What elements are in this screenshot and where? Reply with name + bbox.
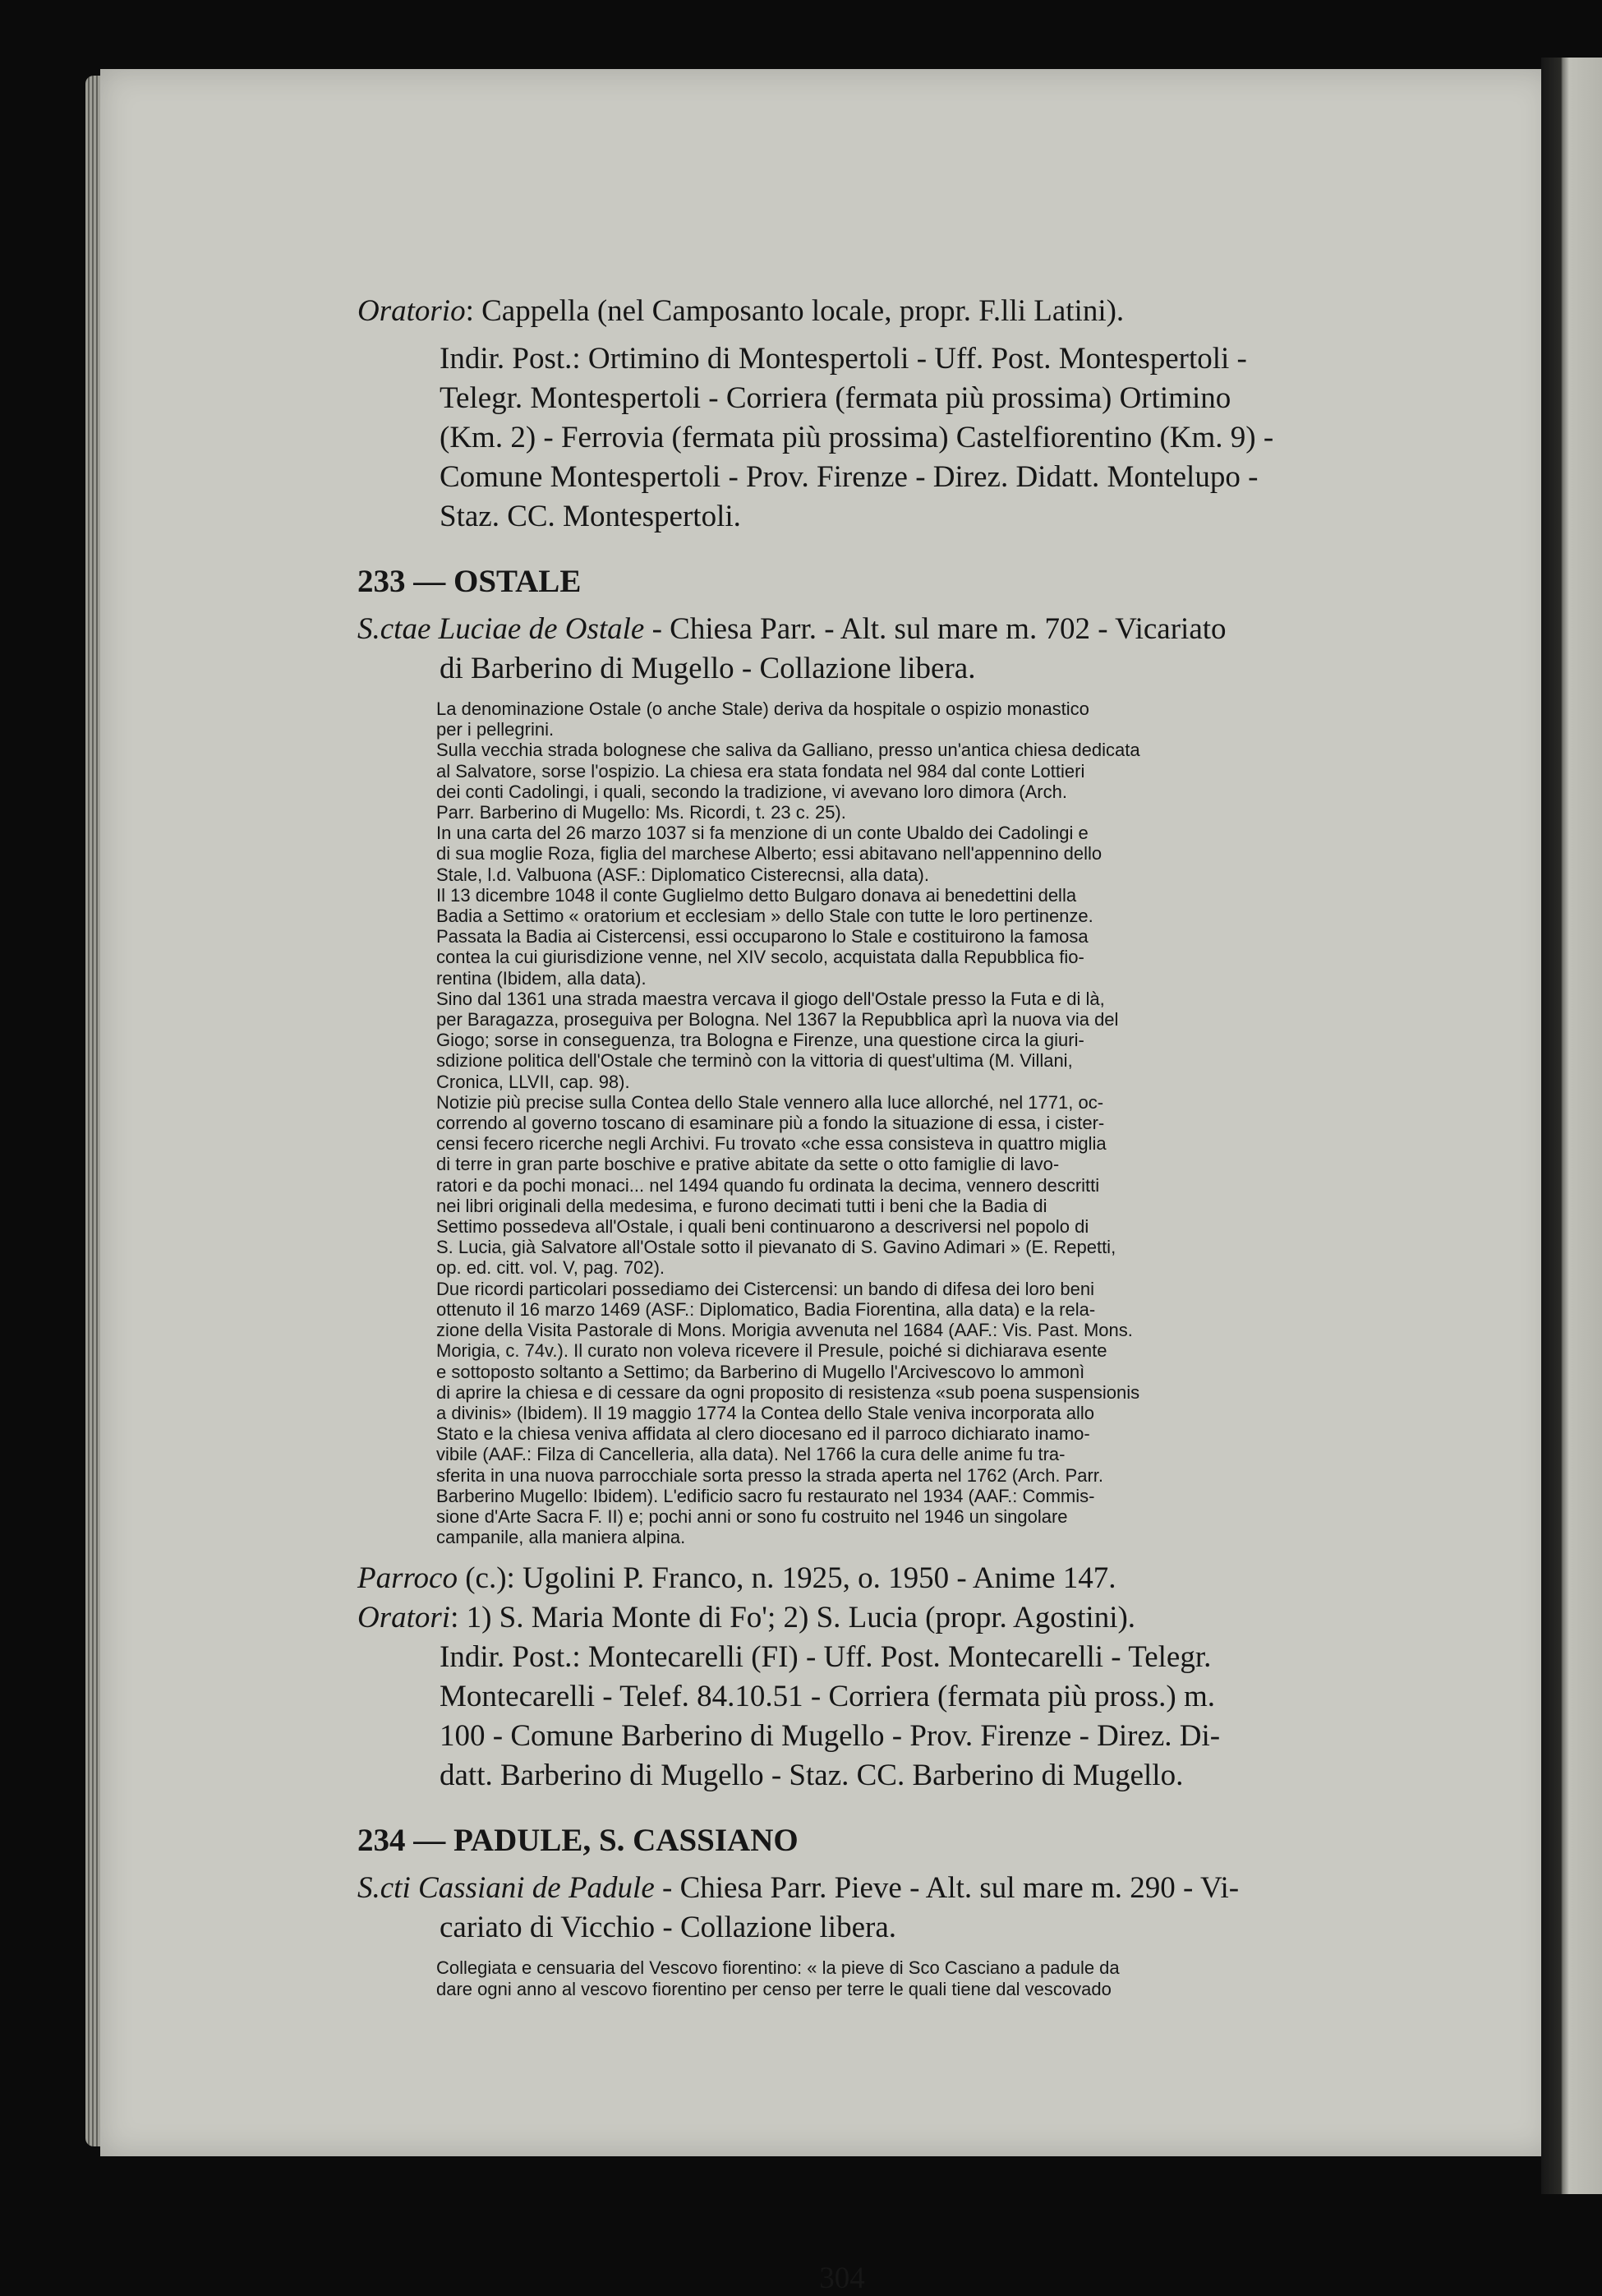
note-line: Due ricordi particolari possediamo dei Cistercensi: un bando di difesa dei loro beni xyxy=(436,1278,1094,1299)
note-line: a divinis» (Ibidem). Il 19 maggio 1774 la Contea dello Stale veniva incorporata allo xyxy=(436,1402,1095,1423)
prev-address-block xyxy=(357,339,1327,537)
note-line: sdizione politica dell'Ostale che terminò con la vittoria di quest'ultima (M. Villani, xyxy=(436,1050,1073,1072)
note-line: Settimo possedeva all'Ostale, i quali beni continuarono a descriversi nel popolo di xyxy=(436,1216,1089,1238)
note-line: Morigia, c. 74v.). Il curato non voleva ricevere il Presule, poiché si dichiarava esente xyxy=(436,1340,1107,1362)
note-line: Sulla vecchia strada bolognese che saliva da Galliano, presso un'antica chiesa dedicata xyxy=(436,740,1140,761)
address-line: Comune Montespertoli - Prov. Firenze - Direz. Didatt. Montelupo - xyxy=(440,460,1259,494)
oratori-text: : 1) S. Maria Monte di Fo'; 2) S. Lucia (propr. Agostini). xyxy=(450,1601,1136,1635)
note-line: Parr. Barberino di Mugello: Ms. Ricordi, t. 23 c. 25). xyxy=(436,802,846,823)
address-line: Telegr. Montespertoli - Corriera (fermata più prossima) Ortimino xyxy=(440,381,1231,415)
note-line: dare ogni anno al vescovo fiorentino per censo per terre le quali tiene dal vescovado xyxy=(436,1978,1112,1999)
note-line: Collegiata e censuaria del Vescovo fiorentino: « la pieve di Sco Casciano a padule da xyxy=(436,1957,1120,1979)
note-line: S. Lucia, già Salvatore all'Ostale sotto il pievanato di S. Gavino Adimari » (E. Repetti, xyxy=(436,1237,1116,1258)
note-line: op. ed. citt. vol. V, pag. 702). xyxy=(436,1257,665,1279)
page-number: 304 xyxy=(819,2261,865,2295)
church-text: - Chiesa Parr. - Alt. sul mare m. 702 - Vicariato xyxy=(644,612,1227,646)
note-line: Stato e la chiesa veniva affidata al clero diocesano ed il parroco dichiarato inamo- xyxy=(436,1423,1090,1445)
note-line: censi fecero ricerche negli Archivi. Fu trovato «che essa consisteva in quattro miglia xyxy=(436,1133,1107,1155)
entry-233-address-block xyxy=(357,1638,1327,1796)
note-line: Passata la Badia ai Cistercensi, essi occuparono lo Stale e costituirono la famosa xyxy=(436,926,1089,947)
note-line: ottenuto il 16 marzo 1469 (ASF.: Diplomatico, Badia Fiorentina, alla data) e la rela- xyxy=(436,1298,1096,1320)
church-label: S.cti Cassiani de Padule xyxy=(357,1871,655,1906)
church-line-2: cariato di Vicchio - Collazione libera. xyxy=(440,1911,896,1945)
church-line-2: di Barberino di Mugello - Collazione libera. xyxy=(440,652,976,685)
oratorio-line xyxy=(357,292,1327,331)
parroco-line xyxy=(357,1559,1327,1598)
address-line: Montecarelli - Telef. 84.10.51 - Corriera (fermata più pross.) m. xyxy=(440,1680,1216,1714)
note-line: La denominazione Ostale (o anche Stale) deriva da hospitale o ospizio monastico xyxy=(436,698,1089,719)
address-line: datt. Barberino di Mugello - Staz. CC. Barberino di Mugello. xyxy=(440,1759,1184,1793)
oratori-label: Oratori xyxy=(357,1601,451,1635)
oratorio-label: Oratorio xyxy=(357,294,466,328)
oratori-line xyxy=(357,1598,1327,1638)
address-line: 100 - Comune Barberino di Mugello - Prov. Firenze - Direz. Di- xyxy=(440,1719,1221,1754)
note-line: Sino dal 1361 una strada maestra vercava il giogo dell'Ostale presso la Futa e di là, xyxy=(436,988,1105,1009)
parroco-text: (c.): Ugolini P. Franco, n. 1925, o. 1950 - Anime 147. xyxy=(457,1561,1116,1596)
note-line: per Baragazza, proseguiva per Bologna. Nel 1367 la Repubblica aprì la nuova via del xyxy=(436,1009,1119,1030)
note-line: In una carta del 26 marzo 1037 si fa menzione di un conte Ubaldo dei Cadolingi e xyxy=(436,823,1089,844)
note-line: correndo al governo toscano di esaminare più a fondo la situazione di essa, i cister- xyxy=(436,1113,1105,1134)
note-line: per i pellegrini. xyxy=(436,719,555,740)
note-line: Barberino Mugello: Ibidem). L'edificio sacro fu restaurato nel 1934 (AAF.: Commis- xyxy=(436,1485,1095,1506)
entry-234-heading: 234 — PADULE, S. CASSIANO xyxy=(357,1823,799,1859)
note-line: e sottoposto soltanto a Settimo; da Barberino di Mugello l'Arcivescovo lo ammonì xyxy=(436,1361,1085,1382)
note-line: rentina (Ibidem, alla data). xyxy=(436,967,647,989)
note-line: Cronica, LLVII, cap. 98). xyxy=(436,1071,630,1092)
note-line: Il 13 dicembre 1048 il conte Guglielmo detto Bulgaro donava ai benedettini della xyxy=(436,884,1077,906)
note-line: Badia a Settimo « oratorium et ecclesiam » dello Stale con tutte le loro pertinenze. xyxy=(436,906,1093,927)
note-line: di terre in gran parte boschive e prative abitate da sette o otto famiglie di lavo- xyxy=(436,1154,1060,1175)
note-line: di aprire la chiesa e di cessare da ogni proposito di resistenza «sub poena suspensionis xyxy=(436,1381,1140,1403)
note-line: Notizie più precise sulla Contea dello Stale vennero alla luce allorché, nel 1771, oc- xyxy=(436,1091,1104,1113)
book-spine xyxy=(1541,58,1602,2194)
note-line: nei libri originali della medesima, e furono decimati tutti i beni che la Badia di xyxy=(436,1195,1047,1216)
church-text: - Chiesa Parr. Pieve - Alt. sul mare m. 290 - Vi- xyxy=(654,1871,1240,1906)
note-line: campanile, alla maniera alpina. xyxy=(436,1527,686,1548)
address-line: Staz. CC. Montespertoli. xyxy=(440,500,741,533)
note-line: contea la cui giurisdizione venne, nel XIV secolo, acquistata dalla Repubblica fio- xyxy=(436,947,1084,968)
note-line: Stale, l.d. Valbuona (ASF.: Diplomatico Cisterecnsi, alla data). xyxy=(436,864,929,885)
note-line: sferita in una nuova parrocchiale sorta presso la strada aperta nel 1762 (Arch. Parr. xyxy=(436,1464,1104,1486)
note-line: ratori e da pochi monaci... nel 1494 quando fu ordinata la decima, vennero descritti xyxy=(436,1174,1100,1196)
entry-233-notes xyxy=(357,698,1327,1547)
entry-233-heading: 233 — OSTALE xyxy=(357,564,582,599)
church-label: S.ctae Luciae de Ostale xyxy=(357,612,645,646)
note-line: vibile (AAF.: Filza di Cancelleria, alla data). Nel 1766 la cura delle anime fu tra- xyxy=(436,1444,1066,1465)
note-line: dei conti Cadolingi, i quali, secondo la tradizione, vi avevano loro dimora (Arch. xyxy=(436,781,1067,802)
note-line: di sua moglie Roza, figlia del marchese Alberto; essi abitavano nell'appennino dello xyxy=(436,843,1103,864)
oratorio-text: : Cappella (nel Camposanto locale, propr. F.lli Latini). xyxy=(465,294,1125,328)
note-line: sione d'Arte Sacra F. II) e; pochi anni or sono fu costruito nel 1946 un singolare xyxy=(436,1505,1068,1527)
note-line: al Salvatore, sorse l'ospizio. La chiesa era stata fondata nel 984 dal conte Lottieri xyxy=(436,760,1085,781)
parroco-label: Parroco xyxy=(357,1561,458,1596)
address-line: Indir. Post.: Montecarelli (FI) - Uff. Post. Montecarelli - Telegr. xyxy=(440,1640,1212,1675)
address-line: Indir. Post.: Ortimino di Montespertoli - Uff. Post. Montespertoli - xyxy=(440,342,1247,376)
page-content xyxy=(357,292,1327,2295)
address-line: (Km. 2) - Ferrovia (fermata più prossima) Castelfiorentino (Km. 9) - xyxy=(440,421,1274,454)
church-line xyxy=(357,1869,1327,1908)
note-line: zione della Visita Pastorale di Mons. Morigia avvenuta nel 1684 (AAF.: Vis. Past. Mons. xyxy=(436,1320,1133,1341)
note-line: Giogo; sorse in conseguenza, tra Bologna e Firenze, una questione circa la giuri- xyxy=(436,1030,1084,1051)
church-line xyxy=(357,610,1327,649)
entry-234-notes xyxy=(357,1957,1327,1999)
